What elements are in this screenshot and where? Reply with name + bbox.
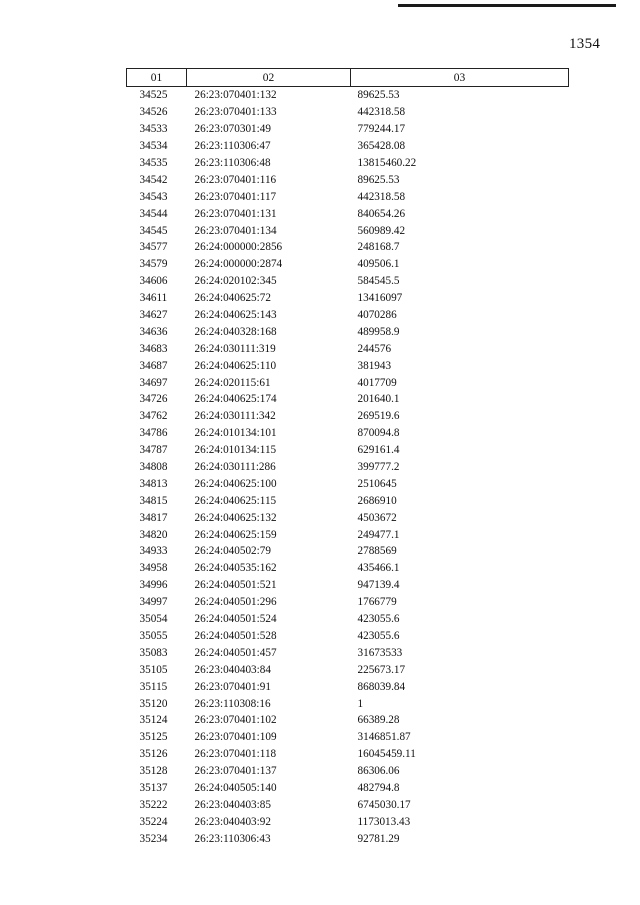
cell-record-number: 35054 <box>139 613 168 626</box>
cell-record-number: 34687 <box>139 359 168 372</box>
cell-cadastral-number: 26:23:070401:133 <box>194 106 277 119</box>
register-table <box>126 68 569 847</box>
table-row <box>127 273 569 290</box>
column-header-03: 03 <box>351 69 569 87</box>
cell-cadastral-number: 26:24:040502:79 <box>194 545 271 558</box>
table-row <box>127 391 569 408</box>
cell-record-number: 34786 <box>139 427 168 440</box>
cell-cadastral-number: 26:24:040501:457 <box>194 646 277 659</box>
cell-record-number: 34611 <box>139 292 168 305</box>
table-row <box>127 712 569 729</box>
cell-cadastral-number: 26:24:040501:528 <box>194 629 277 642</box>
cell-value: 365428.08 <box>357 140 406 153</box>
cell-cadastral-number: 26:24:040625:159 <box>194 528 277 541</box>
table-row <box>127 205 569 222</box>
cell-value: 66389.28 <box>357 714 400 727</box>
table-row <box>127 408 569 425</box>
cell-cadastral-number: 26:24:020102:345 <box>194 275 277 288</box>
cell-cadastral-number: 26:24:040501:521 <box>194 579 277 592</box>
cell-cadastral-number: 26:23:070401:134 <box>194 224 277 237</box>
table-row <box>127 256 569 273</box>
cell-value: 4503672 <box>357 511 397 524</box>
cell-value: 89625.53 <box>357 89 400 102</box>
table-row <box>127 442 569 459</box>
table-row <box>127 661 569 678</box>
cell-record-number: 35055 <box>139 629 168 642</box>
table-row <box>127 475 569 492</box>
cell-value: 89625.53 <box>357 173 400 186</box>
cell-cadastral-number: 26:23:110306:43 <box>194 832 271 845</box>
cell-record-number: 34577 <box>139 241 168 254</box>
cell-record-number: 34579 <box>139 258 168 271</box>
cell-record-number: 34525 <box>139 89 168 102</box>
cell-value: 3146851.87 <box>357 731 411 744</box>
cell-record-number: 34726 <box>139 393 168 406</box>
cell-cadastral-number: 26:24:040501:524 <box>194 613 277 626</box>
cell-record-number: 34606 <box>139 275 168 288</box>
cell-value: 868039.84 <box>357 680 406 693</box>
table-row <box>127 628 569 645</box>
table-row <box>127 171 569 188</box>
cell-value: 423055.6 <box>357 629 400 642</box>
table-header-row <box>127 69 569 87</box>
cell-cadastral-number: 26:24:010134:101 <box>194 427 277 440</box>
cell-cadastral-number: 26:23:040403:92 <box>194 815 271 828</box>
cell-record-number: 35125 <box>139 731 168 744</box>
cell-record-number: 34958 <box>139 562 168 575</box>
cell-value: 560989.42 <box>357 224 406 237</box>
cell-record-number: 35222 <box>139 798 168 811</box>
cell-cadastral-number: 26:23:070401:91 <box>194 680 271 693</box>
table-row <box>127 87 569 104</box>
cell-cadastral-number: 26:23:070301:49 <box>194 123 271 136</box>
table-row <box>127 307 569 324</box>
column-header-01: 01 <box>127 69 187 87</box>
cell-record-number: 34627 <box>139 309 168 322</box>
cell-cadastral-number: 26:24:020115:61 <box>194 376 271 389</box>
cell-value: 870094.8 <box>357 427 400 440</box>
cell-value: 442318.58 <box>357 106 406 119</box>
cell-record-number: 35224 <box>139 815 168 828</box>
cell-value: 489958.9 <box>357 325 400 338</box>
cell-cadastral-number: 26:24:040328:168 <box>194 325 277 338</box>
cell-cadastral-number: 26:24:040625:100 <box>194 477 277 490</box>
cell-value: 2686910 <box>357 494 397 507</box>
cell-cadastral-number: 26:23:040403:84 <box>194 663 271 676</box>
cell-record-number: 35126 <box>139 748 168 761</box>
cell-cadastral-number: 26:24:040625:72 <box>194 292 271 305</box>
cell-value: 1766779 <box>357 596 397 609</box>
cell-cadastral-number: 26:23:070401:116 <box>194 173 277 186</box>
cell-record-number: 34526 <box>139 106 168 119</box>
table-row <box>127 374 569 391</box>
cell-cadastral-number: 26:24:040501:296 <box>194 596 277 609</box>
cell-value: 269519.6 <box>357 410 400 423</box>
table-row <box>127 678 569 695</box>
cell-value: 840654.26 <box>357 207 406 220</box>
cell-cadastral-number: 26:23:040403:85 <box>194 798 271 811</box>
table-row <box>127 425 569 442</box>
table-row <box>127 813 569 830</box>
cell-cadastral-number: 26:24:040625:132 <box>194 511 277 524</box>
cell-record-number: 34787 <box>139 444 168 457</box>
cell-record-number: 34815 <box>139 494 168 507</box>
cell-record-number: 34535 <box>139 157 168 169</box>
cell-cadastral-number: 26:23:110306:47 <box>194 140 271 153</box>
cell-cadastral-number: 26:24:040625:115 <box>194 494 277 507</box>
cell-value: 779244.17 <box>357 123 406 136</box>
cell-value: 2510645 <box>357 477 397 490</box>
cell-record-number: 34545 <box>139 224 168 237</box>
table-row <box>127 290 569 307</box>
cell-value: 482794.8 <box>357 781 400 794</box>
table-row <box>127 526 569 543</box>
cell-cadastral-number: 26:24:040505:140 <box>194 781 277 794</box>
cell-value: 947139.4 <box>357 579 400 592</box>
cell-record-number: 34534 <box>139 140 168 153</box>
table-row <box>127 695 569 712</box>
cell-record-number: 34817 <box>139 511 168 524</box>
table-row <box>127 746 569 763</box>
cell-record-number: 34808 <box>139 461 168 474</box>
table-row <box>127 780 569 797</box>
table-row <box>127 357 569 374</box>
cell-cadastral-number: 26:23:110306:48 <box>194 157 271 169</box>
cell-record-number: 35105 <box>139 663 168 676</box>
cell-cadastral-number: 26:23:070401:102 <box>194 714 277 727</box>
table-row <box>127 729 569 746</box>
cell-record-number: 35124 <box>139 714 168 727</box>
cell-cadastral-number: 26:23:070401:117 <box>194 190 277 203</box>
cell-value: 399777.2 <box>357 461 400 474</box>
cell-value: 201640.1 <box>357 393 400 406</box>
cell-cadastral-number: 26:24:010134:115 <box>194 444 277 457</box>
cell-record-number: 35115 <box>139 680 168 693</box>
table-row <box>127 138 569 155</box>
cell-record-number: 34996 <box>139 579 168 592</box>
cell-cadastral-number: 26:23:110308:16 <box>194 697 271 710</box>
cell-record-number: 34933 <box>139 545 168 558</box>
cell-value: 248168.7 <box>357 241 400 254</box>
page-number: 1354 <box>569 36 601 52</box>
table-row <box>127 121 569 138</box>
cell-value: 584545.5 <box>357 275 400 288</box>
table-row <box>127 763 569 780</box>
cell-cadastral-number: 26:24:040625:110 <box>194 359 277 372</box>
table-row <box>127 340 569 357</box>
cell-record-number: 34543 <box>139 190 168 203</box>
table-body <box>127 87 569 848</box>
cell-value: 435466.1 <box>357 562 400 575</box>
cell-value: 1 <box>357 697 364 710</box>
table-row <box>127 188 569 205</box>
cell-record-number: 34820 <box>139 528 168 541</box>
cell-record-number: 35128 <box>139 765 168 778</box>
table-row <box>127 577 569 594</box>
cell-cadastral-number: 26:24:030111:342 <box>194 410 276 423</box>
cell-cadastral-number: 26:24:040625:174 <box>194 393 277 406</box>
cell-value: 244576 <box>357 342 392 355</box>
cell-value: 442318.58 <box>357 190 406 203</box>
top-rule <box>398 4 616 7</box>
cell-record-number: 35234 <box>139 832 168 845</box>
cell-record-number: 35083 <box>139 646 168 659</box>
cell-record-number: 34813 <box>139 477 168 490</box>
cell-value: 1173013.43 <box>357 815 411 828</box>
cell-value: 92781.29 <box>357 832 400 845</box>
cell-record-number: 34997 <box>139 596 168 609</box>
cell-value: 381943 <box>357 359 392 372</box>
cell-record-number: 34542 <box>139 173 168 186</box>
table-row <box>127 155 569 172</box>
table-row <box>127 459 569 476</box>
cell-record-number: 34762 <box>139 410 168 423</box>
cell-cadastral-number: 26:23:070401:137 <box>194 765 277 778</box>
cell-cadastral-number: 26:24:000000:2856 <box>194 241 283 254</box>
table-row <box>127 594 569 611</box>
cell-value: 31673533 <box>357 646 403 659</box>
table-row <box>127 611 569 628</box>
table-row <box>127 509 569 526</box>
cell-record-number: 34544 <box>139 207 168 220</box>
cell-value: 423055.6 <box>357 613 400 626</box>
cell-cadastral-number: 26:24:000000:2874 <box>194 258 283 271</box>
cell-record-number: 34697 <box>139 376 168 389</box>
cell-cadastral-number: 26:23:070401:109 <box>194 731 277 744</box>
cell-record-number: 34683 <box>139 342 168 355</box>
cell-value: 13416097 <box>357 292 403 305</box>
cell-cadastral-number: 26:24:030111:319 <box>194 342 276 355</box>
cell-cadastral-number: 26:24:040625:143 <box>194 309 277 322</box>
table-row <box>127 239 569 256</box>
cell-cadastral-number: 26:24:030111:286 <box>194 461 276 474</box>
cell-cadastral-number: 26:23:070401:118 <box>194 748 277 761</box>
table-row <box>127 560 569 577</box>
cell-record-number: 35120 <box>139 697 168 710</box>
cell-record-number: 34636 <box>139 325 168 338</box>
table-row <box>127 323 569 340</box>
cell-value: 13815460.22 <box>357 157 417 169</box>
cell-value: 629161.4 <box>357 444 400 457</box>
table-row <box>127 492 569 509</box>
cell-value: 225673.17 <box>357 663 406 676</box>
cell-cadastral-number: 26:23:070401:132 <box>194 89 277 102</box>
cell-record-number: 34533 <box>139 123 168 136</box>
cell-value: 86306.06 <box>357 765 400 778</box>
cell-value: 249477.1 <box>357 528 400 541</box>
table-row <box>127 644 569 661</box>
cell-cadastral-number: 26:24:040535:162 <box>194 562 277 575</box>
table-row <box>127 222 569 239</box>
cell-value: 4017709 <box>357 376 397 389</box>
cell-value: 2788569 <box>357 545 397 558</box>
table-row <box>127 830 569 847</box>
cell-value: 16045459.11 <box>357 748 416 761</box>
cell-value: 6745030.17 <box>357 798 411 811</box>
column-header-02: 02 <box>187 69 351 87</box>
cell-cadastral-number: 26:23:070401:131 <box>194 207 277 220</box>
table-row <box>127 104 569 121</box>
table-row <box>127 796 569 813</box>
cell-value: 409506.1 <box>357 258 400 271</box>
table-row <box>127 543 569 560</box>
cell-value: 4070286 <box>357 309 397 322</box>
cell-record-number: 35137 <box>139 781 168 794</box>
